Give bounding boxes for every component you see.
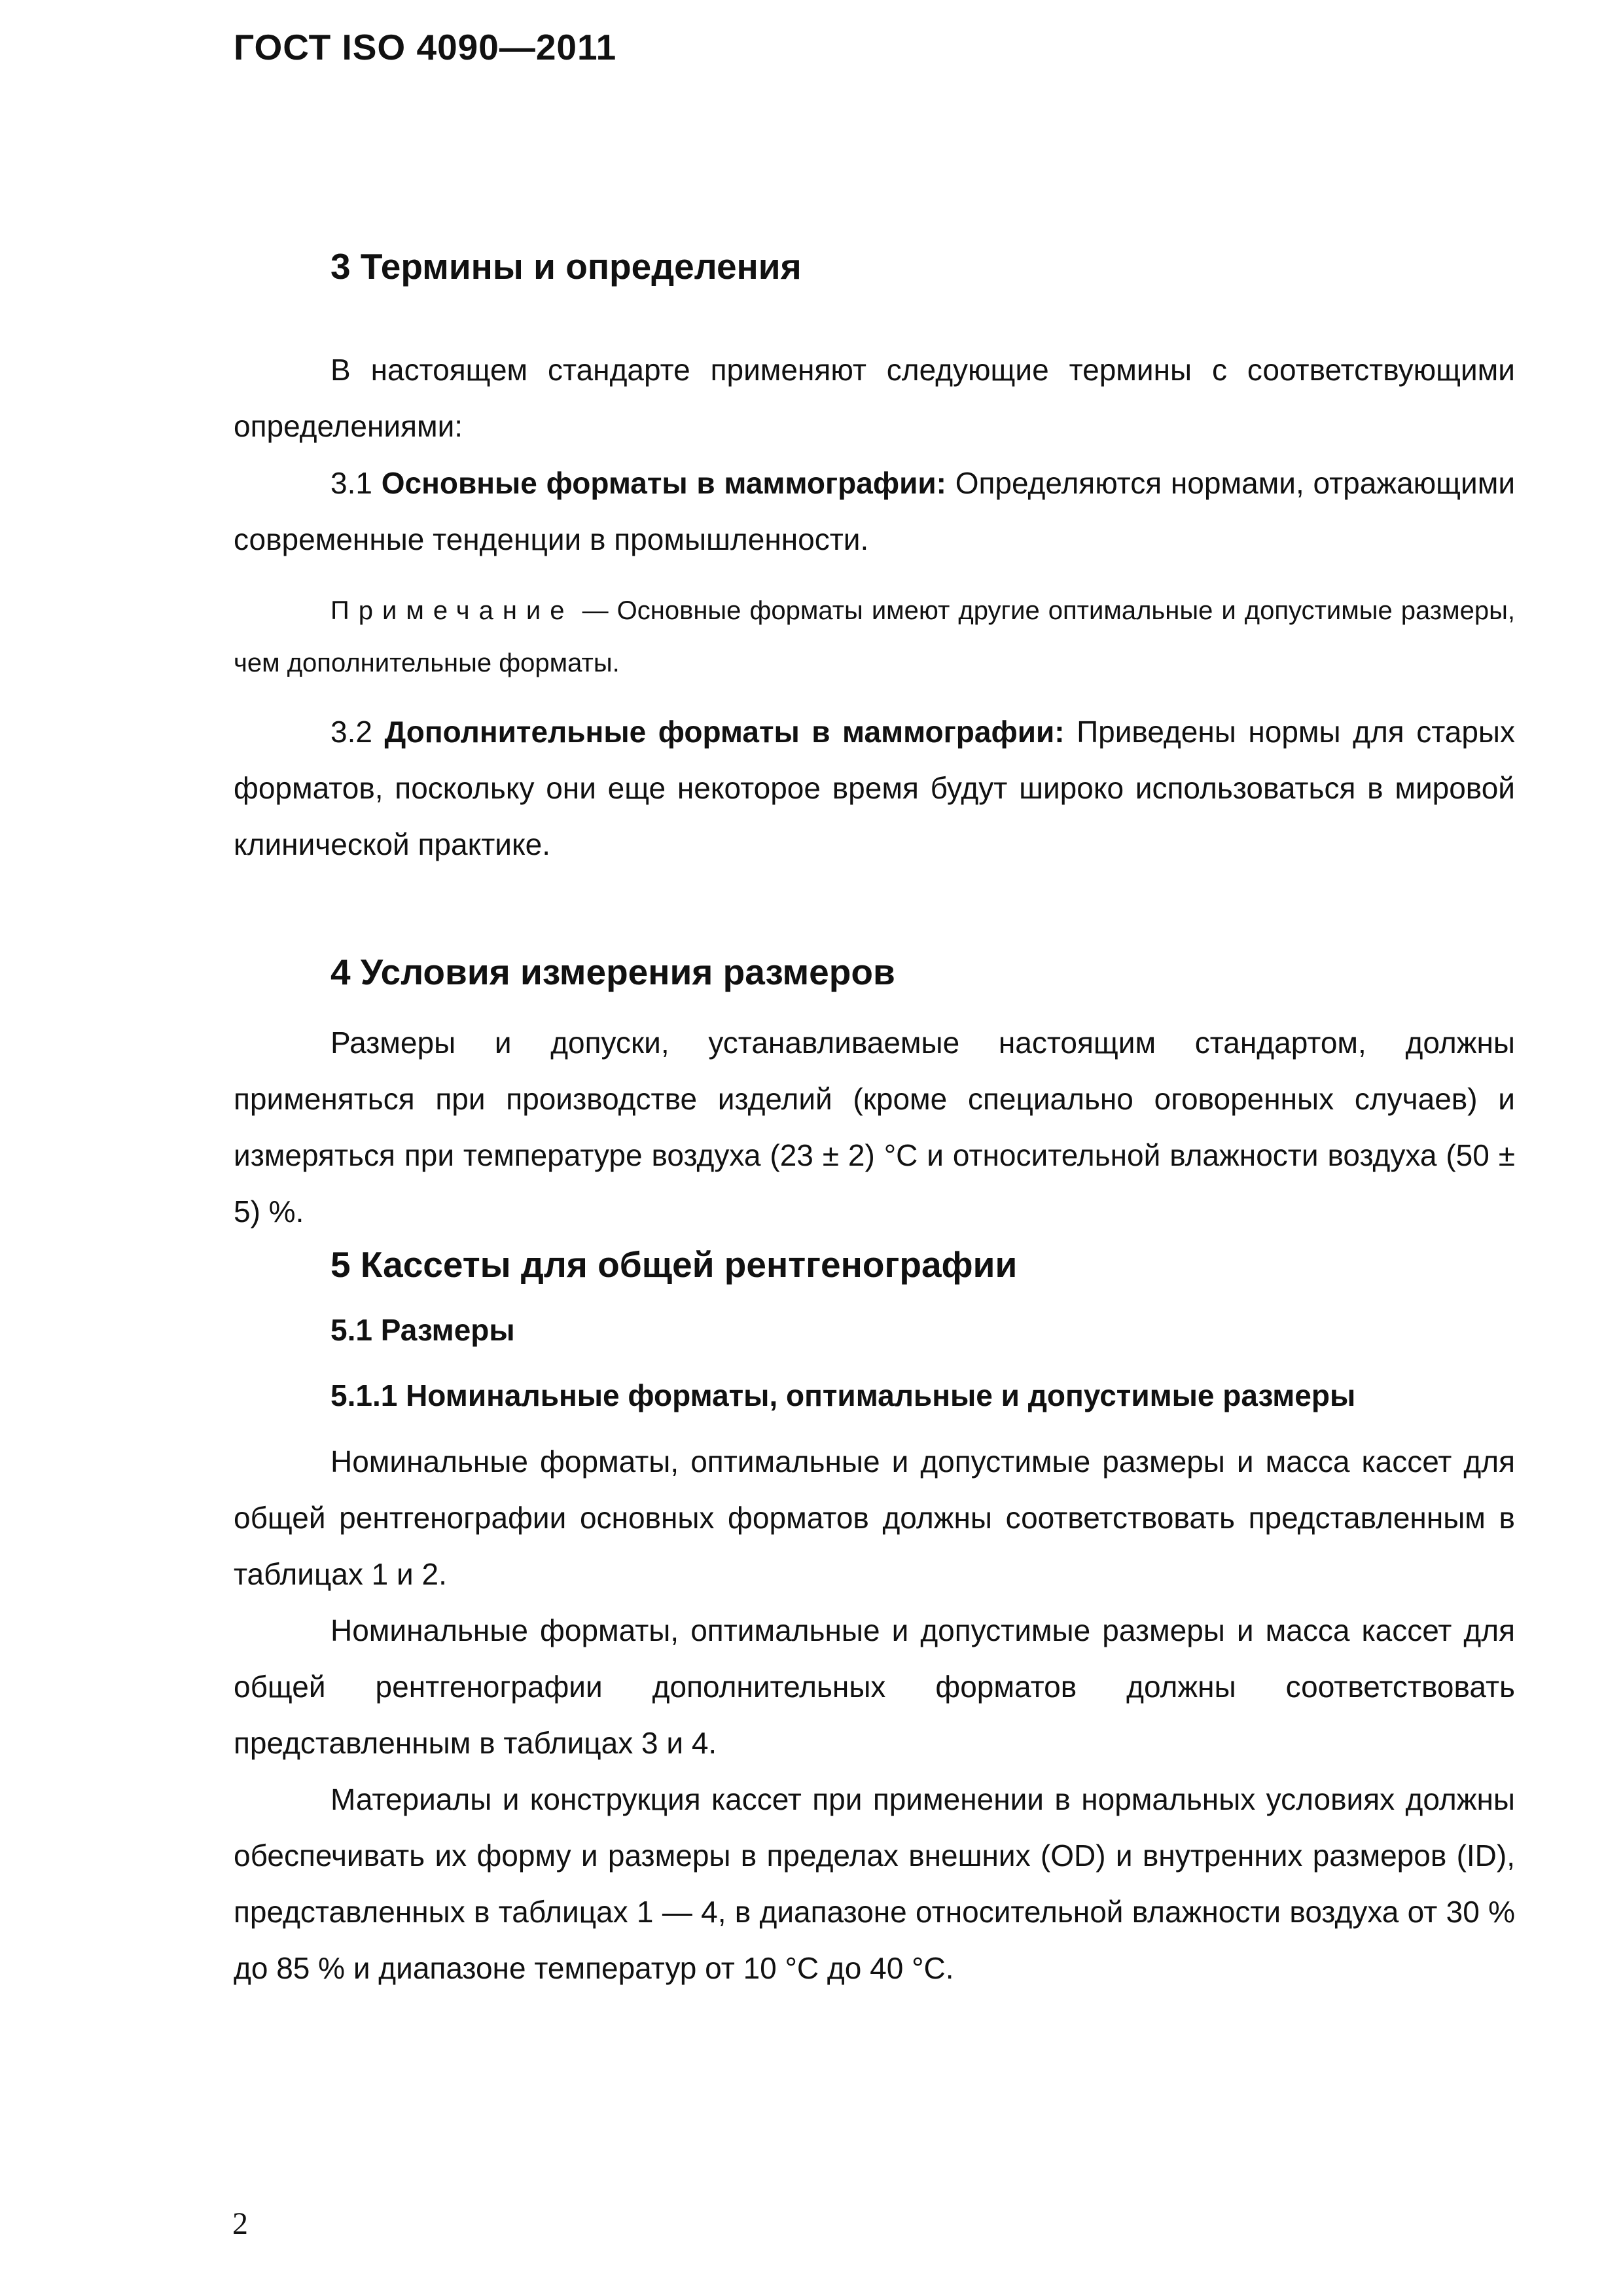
term-3-1: [234, 455, 1515, 567]
section-5-paragraph-1: Номинальные форматы, оптимальные и допустимые размеры и масса кассет для общей рентгенографии основных форматов должны соответствовать представленным в таблицах 1 и 2.: [234, 1444, 1515, 1591]
section-3-intro: В настоящем стандарте применяют следующие термины с соответствующими определениями:: [234, 353, 1515, 443]
section-5-paragraph-3: Материалы и конструкция кассет при применении в нормальных условиях должны обеспечивать их форму и размеры в пределах внешних (OD) и внутренних размеров (ID), представленных в таблицах 1 — 4, в диапазоне относительной влажности воздуха от 30 % до 85 % и диапазоне температур от 10 °С до 40 °С.: [234, 1782, 1515, 1985]
section-4-heading: 4 Условия измерения размеров: [330, 952, 895, 992]
section-5-heading: 5 Кассеты для общей рентгенографии: [330, 1244, 1018, 1285]
section-3-heading: 3 Термины и определения: [330, 246, 802, 287]
term-3-1-title: Основные форматы в маммографии:: [381, 466, 946, 500]
term-3-1-number: 3.1: [330, 466, 372, 500]
section-4-text: Размеры и допуски, устанавливаемые настоящим стандартом, должны применяться при производстве изделий (кроме специально оговоренных случаев) и измеряться при температуре воздуха (23 ± 2) °С и относительной влажности воздуха (50 ± 5) %.: [234, 1026, 1515, 1229]
note-text: — Основные форматы имеют другие оптимальные и допустимые размеры, чем дополнительные форматы.: [234, 596, 1515, 677]
page-number: 2: [232, 2206, 248, 2241]
term-3-2-definition: Приведены нормы для старых форматов, поскольку они еще некоторое время будут широко использоваться в мировой клинической практике.: [234, 715, 1515, 861]
section-5-paragraph-2: Номинальные форматы, оптимальные и допустимые размеры и масса кассет для общей рентгенографии дополнительных форматов должны соответствовать представленным в таблицах 3 и 4.: [234, 1613, 1515, 1760]
term-3-1-definition: Определяются нормами, отражающими современные тенденции в промышленности.: [234, 466, 1516, 556]
note-label: Примечание: [330, 596, 574, 625]
term-3-2-title: Дополнительные форматы в маммографии:: [384, 715, 1065, 749]
document-header: ГОСТ ISO 4090—2011: [234, 27, 617, 67]
note-paragraph: [234, 584, 1515, 689]
term-3-2: [234, 704, 1515, 872]
subsection-5-1-heading: 5.1 Размеры: [330, 1313, 515, 1347]
term-3-2-number: 3.2: [330, 715, 372, 749]
subsection-5-1-1-heading: 5.1.1 Номинальные форматы, оптимальные и допустимые размеры: [330, 1378, 1356, 1412]
